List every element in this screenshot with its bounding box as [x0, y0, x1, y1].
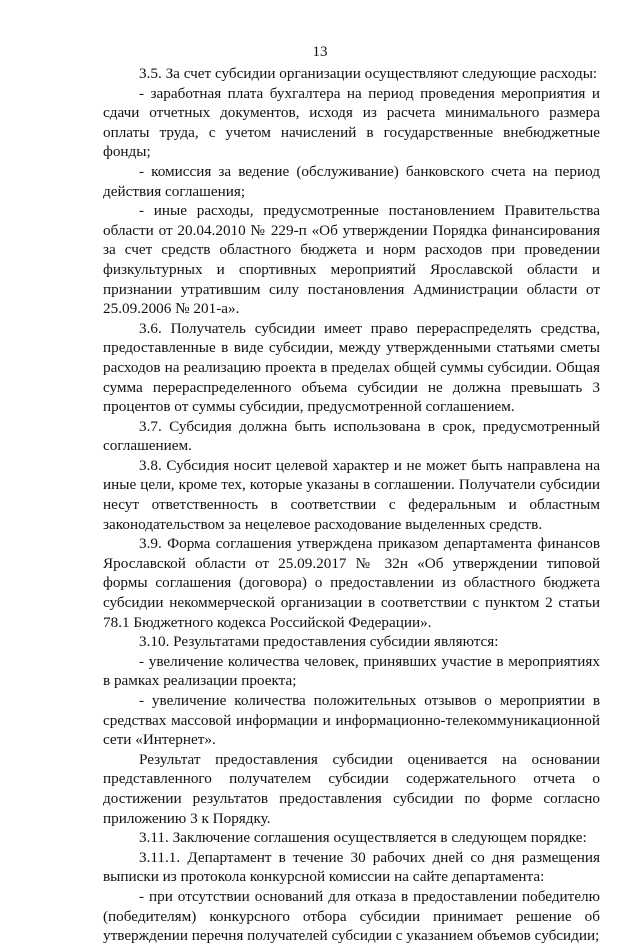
paragraph-3-5: 3.5. За счет субсидии организации осуществляют следующие расходы: — [139, 65, 598, 82]
paragraph-3-9: 3.9. Форма соглашения утверждена приказом департамента финансов Ярославской области от 25.09.2017 № 32н «Об утверждении типовой формы соглашения (договора) о предоставлении из областного бюджета субсидии некоммерческой организации в соответствии с пунктом 2 статьи 78.1 Бюджетного кодекса Российской Федерации». — [103, 535, 600, 631]
paragraph-3-5-item-other: - иные расходы, предусмотренные постановлением Правительства области от 20.04.2010 № 229-п «Об утверждении Порядка финансирования за счет средств областного бюджета и норм расходов при проведении физкультурных и спортивных мероприятий Ярославской области и признании утратившим силу постановления Администрации области от 25.09.2006 № 201-а». — [103, 202, 600, 318]
paragraph-3-5-item-bank-fee: - комиссия за ведение (обслуживание) банковского счета на период действия соглашения; — [103, 162, 600, 200]
paragraph-3-10-item-reviews: - увеличение количества положительных отзывов о мероприятии в средствах массовой информации и информационно-телекоммуникационной сети «Интернет». — [103, 692, 600, 749]
paragraph-3-10-item-participants: - увеличение количества человек, принявших участие в мероприятиях в рамках реализации проекта; — [103, 652, 600, 690]
page-number: 13 — [312, 44, 328, 60]
paragraph-3-6: 3.6. Получатель субсидии имеет право перераспределять средства, предоставленные в виде субсидии, между утвержденными статьями сметы расходов на реализацию проекта в пределах общей суммы субсидии. Общая сумма перераспределенного объема субсидии не должна превышать 3 процентов от суммы субсидии, предусмотренной соглашением. — [103, 319, 600, 416]
paragraph-3-8: 3.8. Субсидия носит целевой характер и не может быть направлена на иные цели, кроме тех, которые указаны в соглашении. Получатели субсидии несут ответственность в соответствии с федеральным и областным законодательством за нецелевое расходование выделенных средств. — [103, 456, 600, 533]
paragraph-3-11: 3.11. Заключение соглашения осуществляется в следующем порядке: — [139, 829, 587, 847]
paragraph-result-evaluation: Результат предоставления субсидии оценивается на основании представленного получателем субсидии содержательного отчета о достижении результатов предоставления субсидии по форме согласно приложению 3 к Порядку. — [103, 750, 600, 827]
document-body — [103, 64, 600, 946]
paragraph-3-5-item-salary: - заработная плата бухгалтера на период проведения мероприятия и сдачи отчетных документов, исходя из расчета минимального размера оплаты труда, с учетом начислений в государственные внебюджетные фонды; — [103, 84, 600, 161]
paragraph-3-10: 3.10. Результатами предоставления субсидии являются: — [139, 633, 499, 651]
paragraph-3-11-1: 3.11.1. Департамент в течение 30 рабочих дней со дня размещения выписки из протокола конкурсной комиссии на сайте департамента: — [103, 848, 600, 886]
paragraph-3-7: 3.7. Субсидия должна быть использована в срок, предусмотренный соглашением. — [103, 417, 600, 455]
paragraph-3-11-1-item-decision: - при отсутствии оснований для отказа в предоставлении победителю (победителям) конкурсного отбора субсидии принимает решение об утверждении перечня получателей субсидии с указанием объемов субсидии; — [103, 887, 600, 945]
